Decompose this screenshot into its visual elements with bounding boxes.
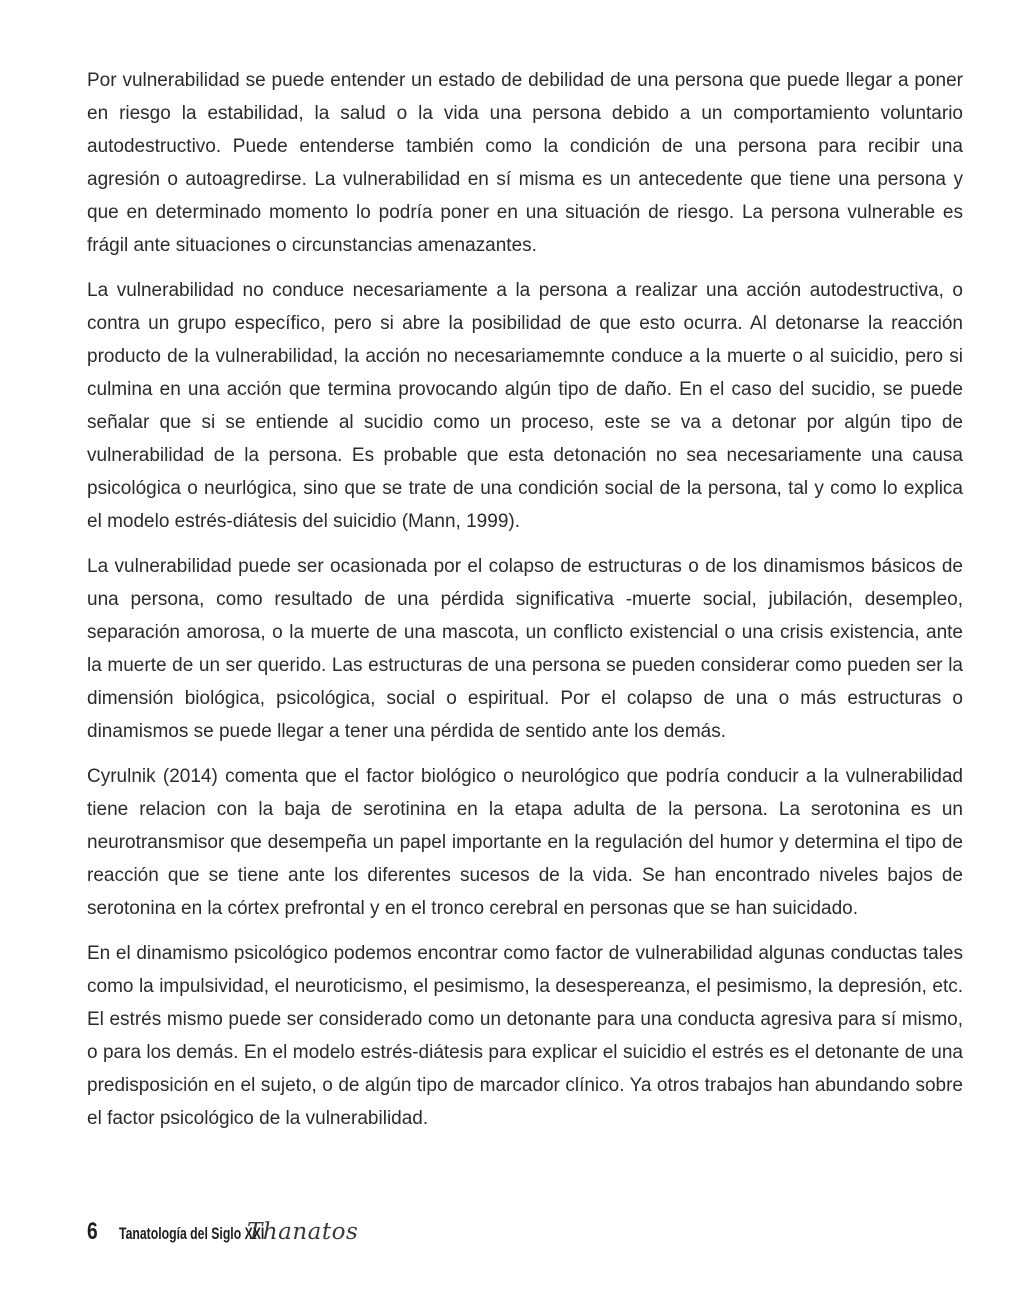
page-footer (87, 1218, 358, 1258)
paragraph-biological-factor: Cyrulnik (2014) comenta que el factor biológico o neurológico que podría conducir a la vulnerabilidad tiene relacion con la baja de serotinina en la etapa adulta de la persona. La serotonina es un neurotransmisor que desempeña un papel importante en la regulación del humor y determina el tipo de reacción que se tiene ante los diferentes sucesos de la vida. Se han encontrado niveles bajos de serotonina en la córtex prefrontal y en el tronco cerebral en personas que se han suicidado. (87, 766, 963, 919)
paragraph-vulnerability-action: La vulnerabilidad no conduce necesariamente a la persona a realizar una acción autodestructiva, o contra un grupo específico, pero si abre la posibilidad de que esto ocurra. Al detonarse la reacción producto de la vulnerabilidad, la acción no necesariamemnte conduce a la muerte o al suicidio, pero si culmina en una acción que termina provocando algún tipo de daño. En el caso del sucidio, se puede señalar que si se entiende al sucidio como un proceso, este se va a detonar por algún tipo de vulnerabilidad de la persona. Es probable que esta detonación no sea necesariamente una causa psicológica o neurlógica, sino que se trate de una condición social de la persona, tal y como lo explica el modelo estrés-diátesis del suicidio (Mann, 1999). (87, 280, 963, 532)
brand-logo: Thanatos (247, 1219, 359, 1245)
running-title: Tanatología del Siglo XXI (119, 1224, 265, 1243)
page-number: 6 (87, 1218, 98, 1245)
paragraph-psychological-factor: En el dinamismo psicológico podemos encontrar como factor de vulnerabilidad algunas conductas tales como la impulsividad, el neuroticismo, el pesimismo, la desespereanza, el pesimismo, la depresión, etc. El estrés mismo puede ser considerado como un detonante para una conducta agresiva para sí mismo, o para los demás. En el modelo estrés-diátesis para explicar el suicidio el estrés es el detonante de una predisposición en el sujeto, o de algún tipo de marcador clínico. Ya otros trabajos han abundando sobre el factor psicológico de la vulnerabilidad. (87, 943, 963, 1129)
paragraph-structures-collapse: La vulnerabilidad puede ser ocasionada por el colapso de estructuras o de los dinamismos básicos de una persona, como resultado de una pérdida significativa -muerte social, jubilación, desempleo, separación amorosa, o la muerte de una mascota, un conflicto existencial o una crisis existencia, ante la muerte de un ser querido. Las estructuras de una persona se pueden considerar como pueden ser la dimensión biológica, psicológica, social o espiritual. Por el colapso de una o más estructuras o dinamismos se puede llegar a tener una pérdida de sentido ante los demás. (87, 556, 963, 742)
body-text (87, 64, 963, 1135)
paragraph-vulnerability-definition: Por vulnerabilidad se puede entender un estado de debilidad de una persona que puede llegar a poner en riesgo la estabilidad, la salud o la vida una persona debido a un comportamiento voluntario autodestructivo. Puede entenderse también como la condición de una persona para recibir una agresión o autoagredirse. La vulnerabilidad en sí misma es un antecedente que tiene una persona y que en determinado momento lo podría poner en una situación de riesgo. La persona vulnerable es frágil ante situaciones o circunstancias amenazantes. (87, 70, 963, 256)
